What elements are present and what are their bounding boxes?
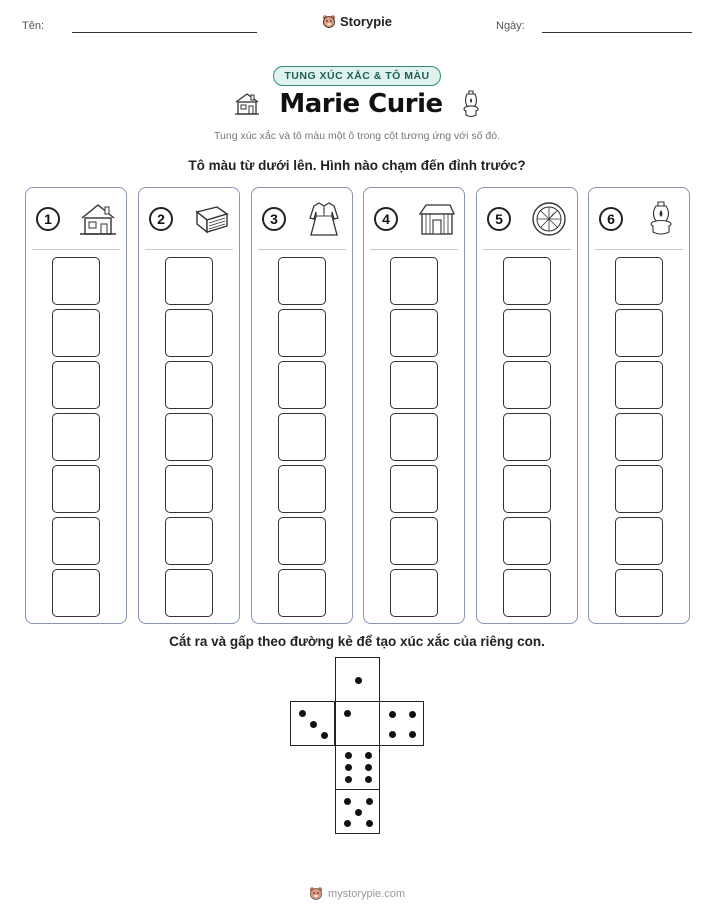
- color-cell[interactable]: [52, 517, 100, 565]
- color-cell[interactable]: [165, 569, 213, 617]
- color-cell[interactable]: [615, 465, 663, 513]
- dice-pip: [389, 711, 396, 718]
- column-5: [476, 187, 578, 624]
- column-6: [588, 187, 690, 624]
- color-cell[interactable]: [503, 569, 551, 617]
- column-number: 4: [374, 207, 398, 231]
- dice-pip: [366, 798, 373, 805]
- column-number: 2: [149, 207, 173, 231]
- color-cell[interactable]: [165, 309, 213, 357]
- column-2: [138, 187, 240, 624]
- color-cell[interactable]: [503, 465, 551, 513]
- color-cell[interactable]: [615, 413, 663, 461]
- column-number: 3: [262, 207, 286, 231]
- color-cell[interactable]: [503, 257, 551, 305]
- footer-brand: [309, 886, 405, 901]
- dice-face-top: [335, 657, 380, 702]
- house-icon: [233, 91, 261, 117]
- color-cell[interactable]: [165, 465, 213, 513]
- color-cell[interactable]: [390, 517, 438, 565]
- dice-pip: [409, 731, 416, 738]
- compass-icon: [529, 200, 569, 238]
- color-cell[interactable]: [52, 257, 100, 305]
- dice-face-right: [379, 701, 424, 746]
- dice-pip: [409, 711, 416, 718]
- color-cell[interactable]: [278, 413, 326, 461]
- oil-lamp-icon: [461, 88, 481, 120]
- brand-logo: [0, 14, 714, 34]
- color-cell[interactable]: [52, 361, 100, 409]
- oil-lamp-icon: [641, 200, 681, 238]
- dice-pip: [344, 798, 351, 805]
- column-1: [25, 187, 127, 624]
- color-cell[interactable]: [615, 569, 663, 617]
- color-cell[interactable]: [390, 361, 438, 409]
- dress-icon: [304, 200, 344, 238]
- dice-pip: [321, 732, 328, 739]
- column-divider: [258, 249, 346, 250]
- color-cell[interactable]: [52, 569, 100, 617]
- color-cell[interactable]: [615, 257, 663, 305]
- bear-logo-icon: [322, 14, 336, 29]
- color-cell[interactable]: [503, 413, 551, 461]
- dice-pip: [355, 809, 362, 816]
- column-number: 5: [487, 207, 511, 231]
- color-cell[interactable]: [503, 517, 551, 565]
- color-cell[interactable]: [165, 257, 213, 305]
- dice-pip: [389, 731, 396, 738]
- book-icon: [191, 200, 231, 238]
- color-cell[interactable]: [390, 413, 438, 461]
- dice-pip: [310, 721, 317, 728]
- house-icon: [78, 200, 118, 238]
- brand-name: Storypie: [339, 14, 392, 29]
- column-number: 1: [36, 207, 60, 231]
- dice-pip: [365, 776, 372, 783]
- color-cell[interactable]: [165, 361, 213, 409]
- column-divider: [370, 249, 458, 250]
- color-cell[interactable]: [52, 309, 100, 357]
- column-divider: [483, 249, 571, 250]
- color-cell[interactable]: [390, 257, 438, 305]
- color-cell[interactable]: [52, 413, 100, 461]
- dice-pip: [355, 677, 362, 684]
- dice-pip: [365, 752, 372, 759]
- dice-pip: [366, 820, 373, 827]
- instruction-text: Tô màu từ dưới lên. Hình nào chạm đến đỉnh trước?: [188, 158, 526, 173]
- column-divider: [145, 249, 233, 250]
- dice-pip: [299, 710, 306, 717]
- color-cell[interactable]: [390, 309, 438, 357]
- dice-pip: [345, 776, 352, 783]
- date-label: Ngày:: [496, 20, 525, 32]
- color-cell[interactable]: [503, 361, 551, 409]
- dice-pip: [365, 764, 372, 771]
- dice-face-bottom-2: [335, 789, 380, 834]
- dice-pip: [344, 710, 351, 717]
- color-cell[interactable]: [390, 569, 438, 617]
- cut-instruction: Cắt ra và gấp theo đường kẻ để tạo xúc xắc của riêng con.: [169, 634, 545, 649]
- column-divider: [32, 249, 120, 250]
- column-4: [363, 187, 465, 624]
- color-cell[interactable]: [278, 465, 326, 513]
- column-number: 6: [599, 207, 623, 231]
- color-cell[interactable]: [278, 569, 326, 617]
- dice-pip: [345, 752, 352, 759]
- color-cell[interactable]: [615, 517, 663, 565]
- dice-face-left: [290, 701, 335, 746]
- color-cell[interactable]: [615, 309, 663, 357]
- color-cell[interactable]: [278, 309, 326, 357]
- dice-pip: [345, 764, 352, 771]
- shed-icon: [416, 200, 456, 238]
- name-label: Tên:: [22, 20, 45, 32]
- color-cell[interactable]: [278, 361, 326, 409]
- footer-url[interactable]: mystorypie.com: [327, 887, 406, 900]
- color-cell[interactable]: [390, 465, 438, 513]
- color-cell[interactable]: [278, 257, 326, 305]
- color-cell[interactable]: [615, 361, 663, 409]
- color-cell[interactable]: [278, 517, 326, 565]
- bear-logo-icon: [309, 886, 323, 901]
- color-cell[interactable]: [503, 309, 551, 357]
- page-subtitle: Tung xúc xắc và tô màu một ô trong cột tương ứng với số đó.: [214, 130, 500, 142]
- dice-face-center: [335, 701, 380, 746]
- color-cell[interactable]: [165, 517, 213, 565]
- dice-pip: [344, 820, 351, 827]
- color-cell[interactable]: [52, 465, 100, 513]
- activity-badge: TUNG XÚC XẮC & TÔ MÀU: [273, 66, 440, 86]
- page-title: Marie Curie: [279, 89, 443, 119]
- column-divider: [595, 249, 683, 250]
- dice-face-bottom-1: [335, 745, 380, 790]
- color-cell[interactable]: [165, 413, 213, 461]
- column-3: [251, 187, 353, 624]
